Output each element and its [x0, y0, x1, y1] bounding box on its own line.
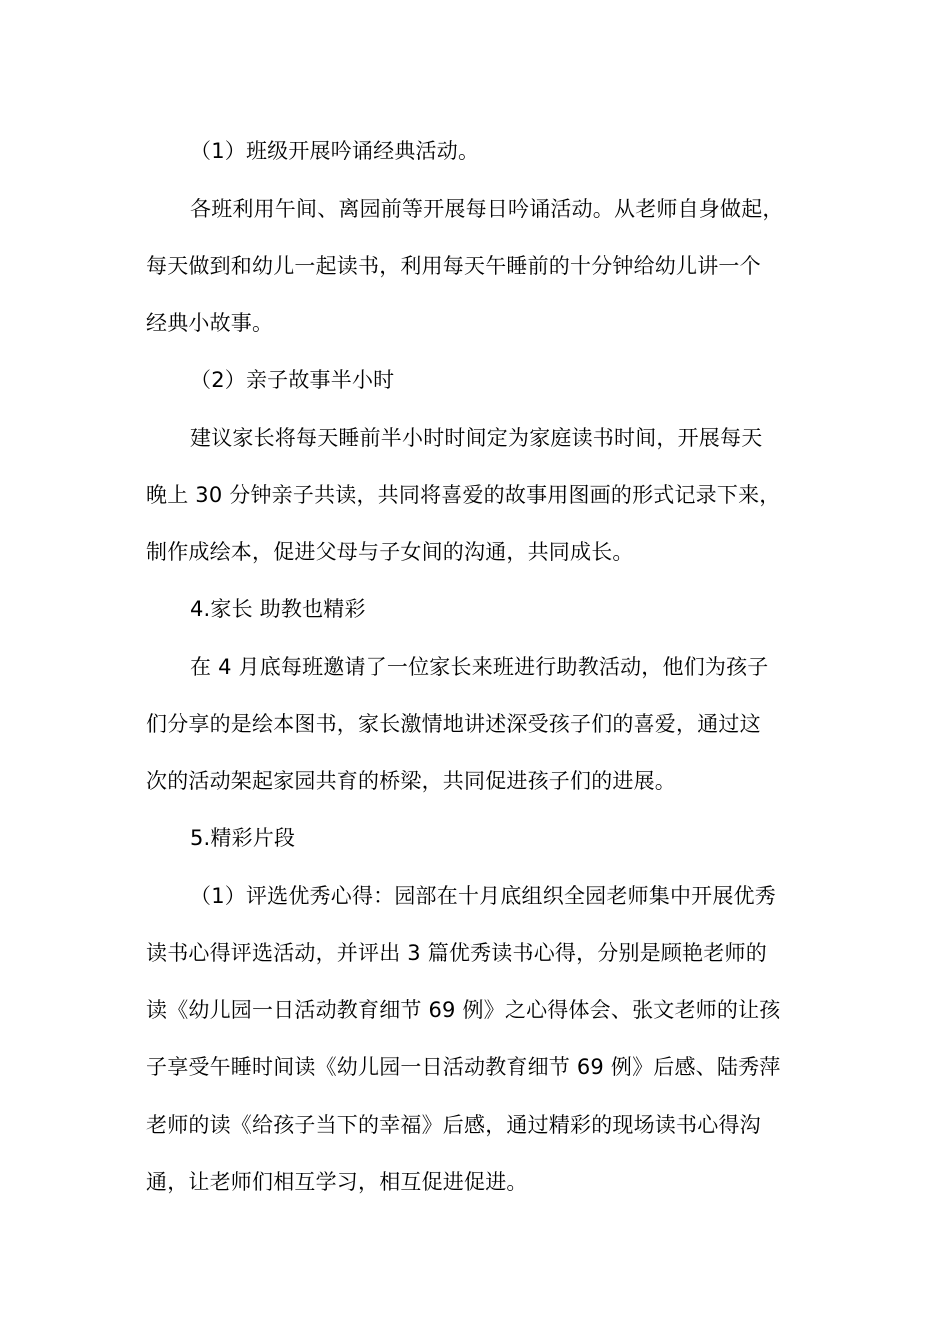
- paragraph-line: 制作成绘本，促进父母与子女间的沟通，共同成长。: [146, 540, 634, 564]
- heading-parent-child-story: （2）亲子故事半小时: [190, 368, 395, 392]
- heading-class-recitation: （1）班级开展吟诵经典活动。: [190, 139, 480, 163]
- paragraph-line: 次的活动架起家园共育的桥梁，共同促进孩子们的进展。: [146, 769, 676, 793]
- paragraph-line: 通，让老师们相互学习，相互促进促进。: [146, 1170, 528, 1194]
- paragraph-line: 各班利用午间、离园前等开展每日吟诵活动。从老师自身做起，: [190, 197, 784, 221]
- paragraph-line: 建议家长将每天睡前半小时时间定为家庭读书时间，开展每天: [190, 426, 763, 450]
- paragraph-line: 们分享的是绘本图书，家长激情地讲述深受孩子们的喜爱，通过这: [146, 712, 761, 736]
- paragraph-line: 子享受午睡时间读《幼儿园一日活动教育细节 69 例》后感、陆秀萍: [146, 1055, 781, 1079]
- paragraph-line: 每天做到和幼儿一起读书，利用每天午睡前的十分钟给幼儿讲一个: [146, 254, 761, 278]
- paragraph-line: 晚上 30 分钟亲子共读，共同将喜爱的故事用图画的形式记录下来，: [146, 483, 781, 507]
- section-heading-parent-assist: 4.家长 助教也精彩: [190, 597, 366, 621]
- paragraph-line: 老师的读《给孩子当下的幸福》后感，通过精彩的现场读书心得沟: [146, 1113, 761, 1137]
- section-heading-highlights: 5.精彩片段: [190, 826, 296, 850]
- paragraph-line: 读书心得评选活动，并评出 3 篇优秀读书心得，分别是顾艳老师的: [146, 941, 767, 965]
- paragraph-line: 经典小故事。: [146, 311, 274, 335]
- paragraph-line: （1）评选优秀心得：园部在十月底组织全园老师集中开展优秀: [190, 884, 776, 908]
- paragraph-line: 在 4 月底每班邀请了一位家长来班进行助教活动，他们为孩子: [190, 655, 769, 679]
- paragraph-line: 读《幼儿园一日活动教育细节 69 例》之心得体会、张文老师的让孩: [146, 998, 781, 1022]
